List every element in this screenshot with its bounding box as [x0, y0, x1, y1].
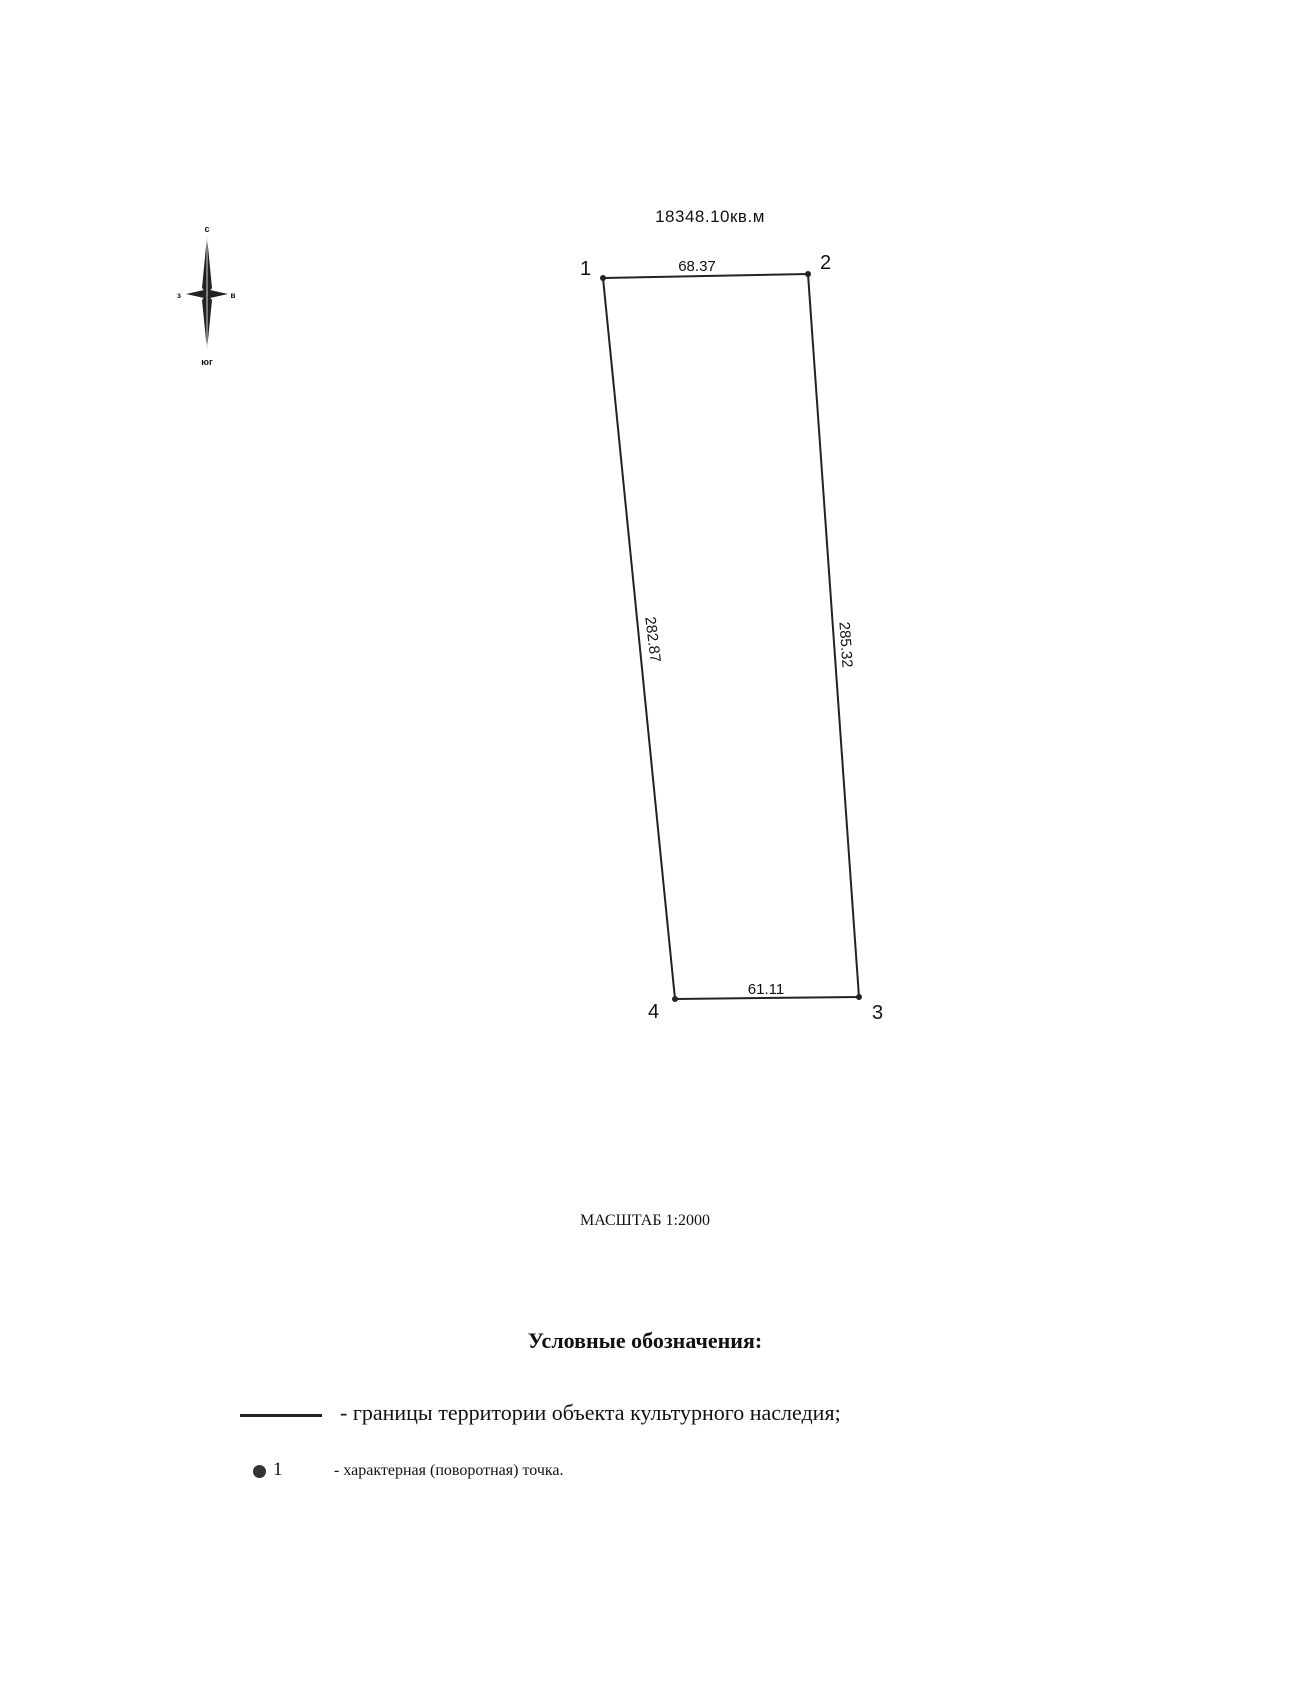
segment-length-3-4: 61.11: [747, 981, 785, 998]
area-label: 18348.10кв.м: [655, 207, 765, 226]
turning-point-4: [672, 996, 678, 1002]
legend-boundary-text: - границы территории объекта культурного наследия;: [340, 1400, 841, 1425]
turning-point-2: [805, 271, 811, 277]
segment-length-2-3: 285.32: [835, 621, 856, 669]
segment-length-4-1: 282.87: [641, 615, 664, 664]
point-label-3: 3: [872, 1002, 884, 1024]
point-label-4: 4: [648, 1001, 660, 1023]
turning-point-1: [600, 275, 606, 281]
legend-point-text: - характерная (поворотная) точка.: [334, 1462, 564, 1479]
point-label-2: 2: [820, 252, 832, 274]
turning-point-3: [856, 994, 862, 1000]
legend-boundary-line-sample: [240, 1414, 322, 1417]
compass-north-label: с: [204, 224, 210, 234]
compass-south-label: юг: [201, 357, 213, 367]
compass-east-label: в: [230, 291, 236, 300]
compass-west-label: з: [177, 291, 181, 300]
parcel-boundary: [603, 274, 859, 999]
legend-point-label: 1: [273, 1459, 283, 1480]
segment-length-1-2: 68.37: [678, 258, 716, 275]
scale-label: МАСШТАБ 1:2000: [580, 1212, 710, 1229]
legend-point-sample-icon: [253, 1465, 266, 1478]
point-label-1: 1: [580, 258, 592, 280]
legend-title: Условные обозначения:: [527, 1328, 763, 1353]
